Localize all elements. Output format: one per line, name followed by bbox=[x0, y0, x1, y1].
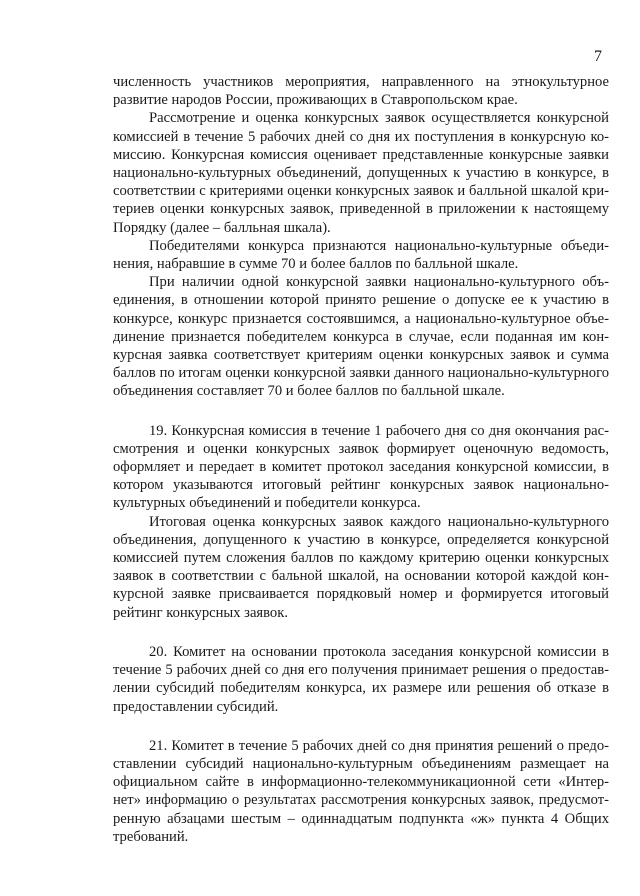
paragraph: Итоговая оценка конкурсных заявок каждого национально-культурного объединения, допущенного к участию в конкурсе, определяется конкурсной комиссией путем сложения баллов по каждому критерию оценки конкурсных заявок в соответствии с бальной шкалой, на основании которой каждой конкурсной заявке присваивается порядковый номер и формируется итоговый рейтинг конкурсных заявок. bbox=[113, 513, 609, 621]
document-body bbox=[113, 73, 609, 846]
page-number: 7 bbox=[594, 48, 602, 65]
paragraph: При наличии одной конкурсной заявки национально-культурного объединения, в отношении которой принято решение о допуске ее к участию в конкурсе, конкурс признается состоявшимся, а национально-культурное объединение признается победителем конкурса в случае, если поданная им конкурсная заявка соответствует критериям оценки конкурсных заявок и сумма баллов по итогам оценки конкурсной заявки данного национально-культурного объединения составляет 70 и более баллов по балльной шкале. bbox=[113, 274, 609, 400]
section-19-paragraph: 19. Конкурсная комиссия в течение 1 рабочего дня со дня окончания рассмотрения и оценки конкурсных заявок формирует оценочную ведомость, оформляет и передает в комитет протокол заседания конкурсной комиссии, в котором указываются итоговый рейтинг конкурсных заявок национально-культурных объединений и победители конкурса. bbox=[113, 422, 609, 512]
paragraph: Победителями конкурса признаются национально-культурные объединения, набравшие в сумме 70 и более баллов по балльной шкале. bbox=[113, 237, 609, 273]
section-20-paragraph: 20. Комитет на основании протокола заседания конкурсной комиссии в течение 5 рабочих дней со дня его получения принимает решения о предоставлении субсидий победителям конкурса, их размере или решения об отказе в предоставлении субсидий. bbox=[113, 643, 609, 715]
paragraph: численность участников мероприятия, направленного на этнокультурное развитие народов России, проживающих в Ставропольском крае. bbox=[113, 74, 609, 109]
paragraph: Рассмотрение и оценка конкурсных заявок осуществляется конкурсной комиссией в течение 5 рабочих дней со дня их поступления в конкурсную комиссию. Конкурсная комиссия оценивает представленные конкурсные заявки национально-культурных объединений, допущенных к участию в конкурсе, в соответствии с критериями оценки конкурсных заявок и балльной шкалой критериев оценки конкурсных заявок, приведенной в приложении к настоящему Порядку (далее – балльная шкала). bbox=[113, 110, 609, 236]
section-21-paragraph: 21. Комитет в течение 5 рабочих дней со дня принятия решений о предоставлении субсидий национально-культурным объединениям размещает на официальном сайте в информационно-телекоммуникационной сети «Интернет» информацию о результатах рассмотрения конкурсных заявок, предусмотренную абзацами шестым – одиннадцатым подпункта «ж» пункта 4 Общих требований. bbox=[113, 737, 609, 845]
